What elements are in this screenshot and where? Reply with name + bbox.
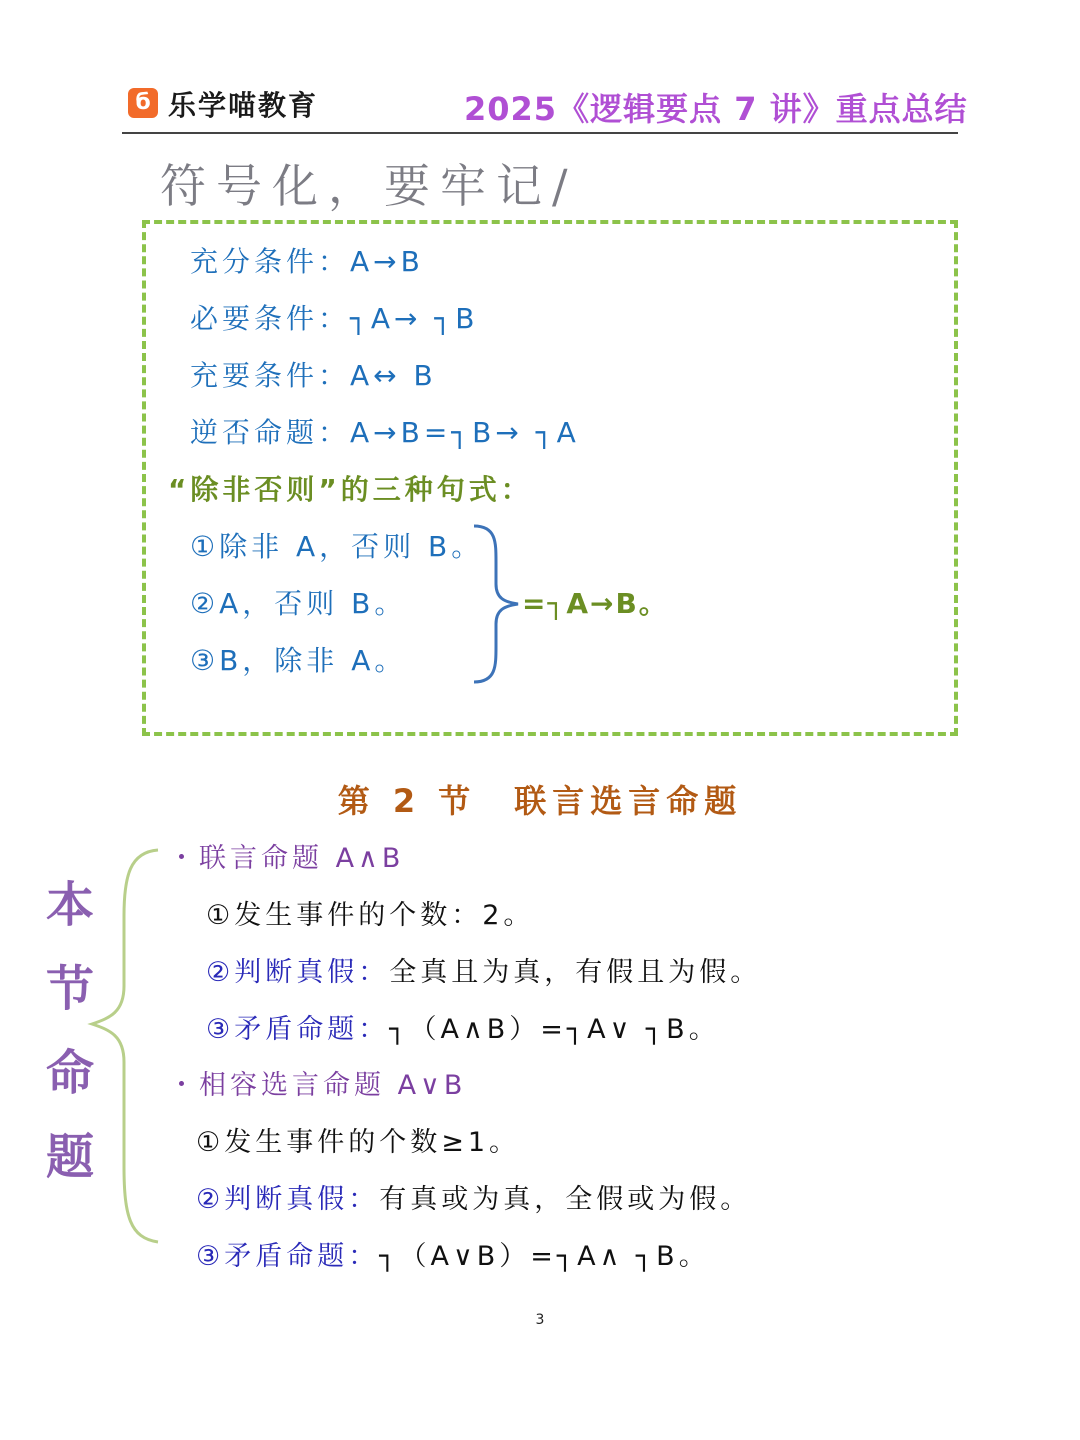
- disjunction-truth-text: 有真或为真，全假或为假。: [379, 1184, 752, 1215]
- symbol-section-title: 符号化，要牢记/: [160, 159, 578, 213]
- disjunction-truth: [196, 1177, 751, 1216]
- header-divider: [122, 132, 958, 134]
- left-brace-icon: [86, 846, 166, 1246]
- conjunction-contra-text: ┐（A∧B）=┐A∨ ┐B。: [389, 1014, 720, 1045]
- unless-form-1: ①除非 A，否则 B。: [190, 530, 484, 563]
- side-label-char: 节: [45, 961, 94, 1017]
- unless-heading: “除非否则”的三种句式：: [168, 473, 533, 506]
- disjunction-truth-label: ②判断真假：: [196, 1184, 380, 1215]
- disjunction-heading: ・相容选言命题 A∨B: [168, 1070, 467, 1101]
- section-heading: 第 2 节 联言选言命题: [337, 782, 743, 820]
- brand-name: 乐学喵教育: [168, 89, 319, 122]
- unless-result: =┐A→B。: [522, 587, 669, 620]
- disjunction-contra-text: ┐（A∨B）=┐A∧ ┐B。: [379, 1241, 710, 1272]
- side-label-char: 命: [45, 1045, 94, 1101]
- conjunction-contradiction: [206, 1007, 720, 1046]
- disjunction-contradiction: [196, 1234, 710, 1273]
- side-label-char: 题: [45, 1129, 94, 1185]
- conjunction-heading: ・联言命题 A∧B: [168, 843, 405, 874]
- side-label-char: 本: [45, 877, 94, 933]
- conjunction-count: ①发生事件的个数：2。: [206, 900, 535, 931]
- document-title: 2025《逻辑要点 7 讲》重点总结: [464, 90, 968, 128]
- right-brace-icon: [468, 522, 528, 686]
- rule-sufficient: 充分条件：A→B: [190, 245, 424, 278]
- conjunction-truth: [206, 950, 761, 989]
- disjunction-contra-label: ③矛盾命题：: [196, 1241, 380, 1272]
- unless-form-3: ③B，除非 A。: [190, 644, 407, 677]
- conjunction-truth-text: 全真且为真，有假且为假。: [389, 957, 762, 988]
- page-number: 3: [535, 1312, 545, 1328]
- conjunction-truth-label: ②判断真假：: [206, 957, 390, 988]
- rule-sufficient-necessary: 充要条件：A↔ B: [190, 359, 437, 392]
- rule-contrapositive: 逆否命题：A→B=┐B→ ┐A: [190, 416, 580, 449]
- disjunction-count: ①发生事件的个数≥1。: [196, 1127, 521, 1158]
- unless-form-2: ②A，否则 B。: [190, 587, 407, 620]
- rule-necessary: 必要条件：┐A→ ┐B: [190, 302, 479, 335]
- brand-logo-icon: б: [128, 88, 158, 118]
- conjunction-contra-label: ③矛盾命题：: [206, 1014, 390, 1045]
